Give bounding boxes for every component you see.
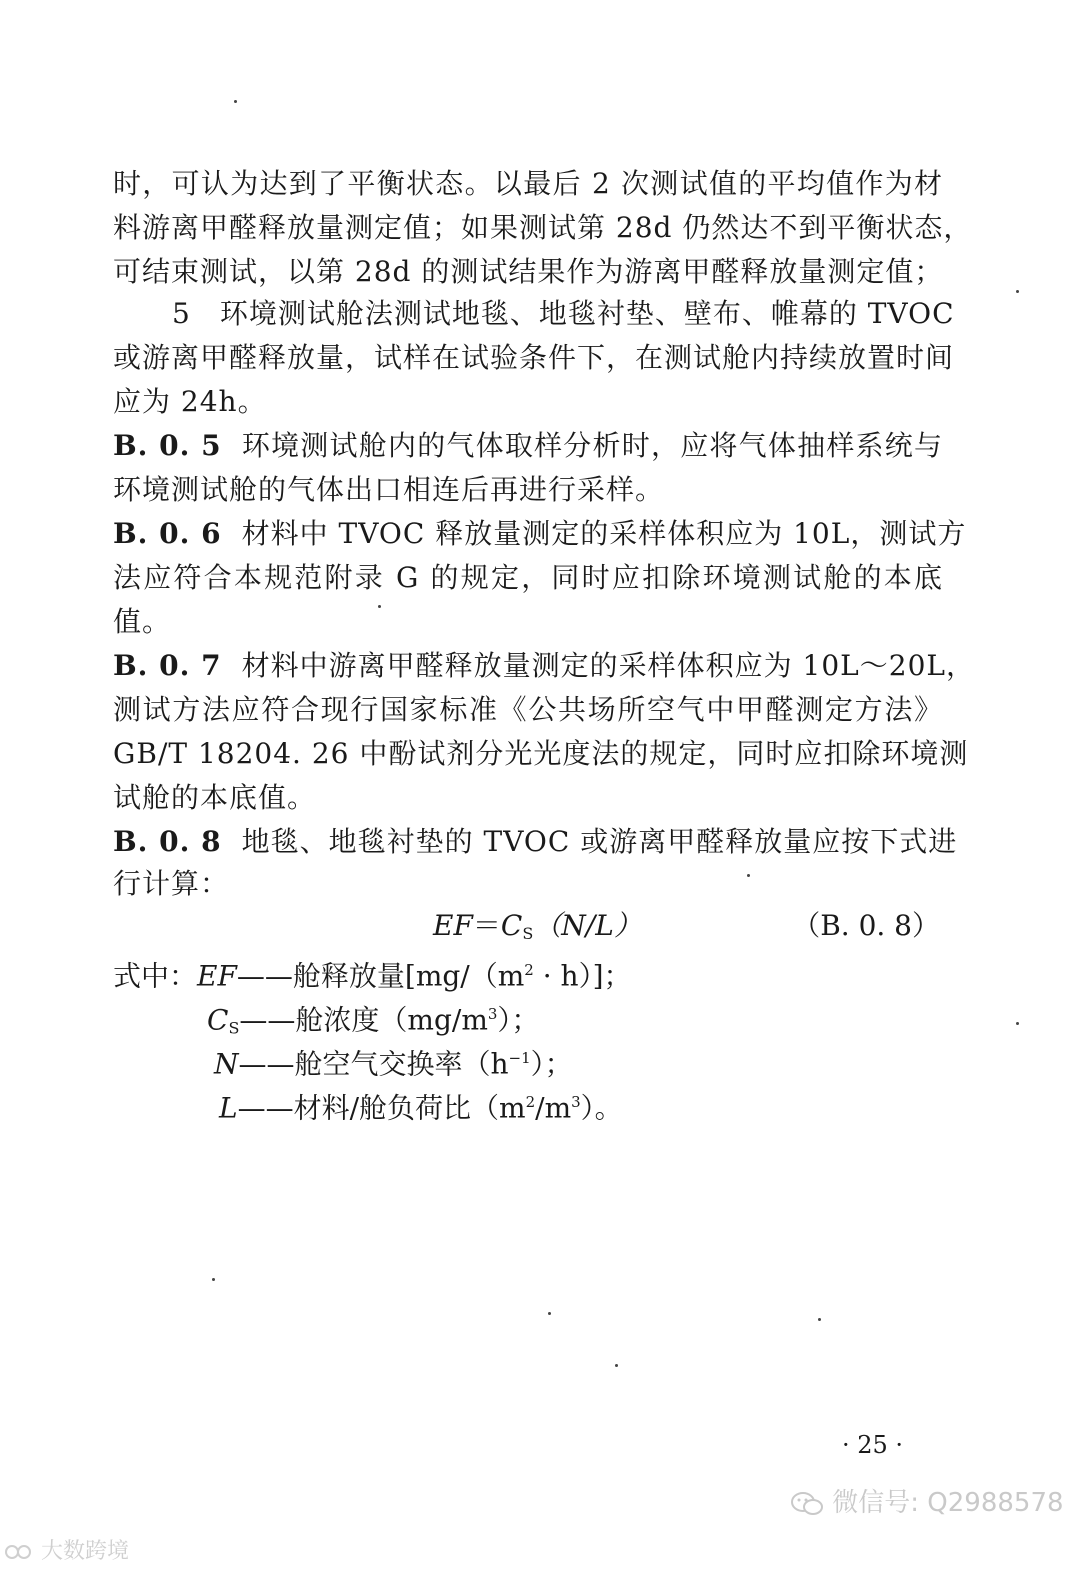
var-desc: 材料/舱负荷比（m xyxy=(293,1091,526,1125)
var-exponent: 2 xyxy=(525,1093,536,1111)
var-exponent-2: 3 xyxy=(571,1093,581,1111)
brand-logo-icon xyxy=(4,1540,34,1564)
body-line-2: 料游离甲醛释放量测定值；如果测试第 28d 仍然达不到平衡状态， xyxy=(113,211,973,244)
clause-number: B. 0. 6 xyxy=(113,517,222,550)
clause-b07-line-4: 试舱的本底值。 xyxy=(113,781,317,814)
scan-speck xyxy=(1016,1022,1019,1025)
var-l xyxy=(219,1080,623,1130)
watermark-right-text: 微信号: Q2988578 xyxy=(832,1488,1064,1518)
var-exponent: 3 xyxy=(487,1005,498,1023)
clause-b06-line-2: 法应符合本规范附录 G 的规定，同时应扣除环境测试舱的本底 xyxy=(113,561,943,594)
clause-number: B. 0. 5 xyxy=(113,429,222,462)
var-dash: —— xyxy=(236,959,293,993)
clause-b08-line-2: 行计算： xyxy=(113,867,230,900)
var-mid: /m xyxy=(535,1091,572,1125)
clause-text: 环境测试舱内的气体取样分析时，应将气体抽样系统与 xyxy=(241,429,943,462)
scan-speck xyxy=(378,605,381,608)
clause-text: 材料中游离甲醛释放量测定的采样体积应为 10L～20L， xyxy=(241,649,975,682)
var-symbol: C xyxy=(207,1003,229,1037)
var-symbol: EF xyxy=(197,959,237,993)
clause-b06-line-3: 值。 xyxy=(113,605,172,638)
formula-number: （B. 0. 8） xyxy=(792,909,940,942)
clause-text: 材料中 TVOC 释放量测定的采样体积应为 10L，测试方 xyxy=(241,517,967,550)
body-line-3: 可结束测试，以第 28d 的测试结果作为游离甲醛释放量测定值； xyxy=(113,255,944,288)
scan-speck xyxy=(212,1278,215,1281)
var-intro: 式中： xyxy=(113,959,198,993)
scan-speck xyxy=(615,1364,618,1367)
clause-b06 xyxy=(113,512,967,556)
var-dash: —— xyxy=(237,1091,294,1125)
var-symbol: N xyxy=(214,1047,239,1081)
scan-speck xyxy=(234,100,237,103)
var-exponent: 2 xyxy=(524,961,534,979)
var-symbol: L xyxy=(219,1091,238,1125)
page-number: · 25 · xyxy=(842,1431,904,1459)
wechat-icon xyxy=(790,1490,824,1518)
var-subscript: S xyxy=(228,1018,240,1038)
var-dash: —— xyxy=(239,1003,296,1037)
watermark-left-text: 大数跨境 xyxy=(41,1539,130,1564)
var-desc: 舱浓度（mg/m xyxy=(295,1003,488,1037)
clause-text: 地毯、地毯衬垫的 TVOC 或游离甲醛释放量应按下式进 xyxy=(241,825,958,858)
formula-c-subscript: S xyxy=(522,924,534,943)
item-5-line-1: 5 环境测试舱法测试地毯、地毯衬垫、壁布、帷幕的 TVOC xyxy=(172,297,955,330)
item-5-line-3: 应为 24h。 xyxy=(113,385,267,418)
var-tail: · h）]； xyxy=(533,959,632,993)
var-desc: 舱空气交换率（h xyxy=(294,1047,509,1081)
watermark-brand xyxy=(4,1534,129,1565)
clause-b05 xyxy=(113,424,943,468)
scan-speck xyxy=(548,1312,551,1315)
var-tail: ）； xyxy=(497,1003,540,1037)
var-ef xyxy=(113,948,632,998)
clause-b08 xyxy=(113,820,958,864)
body-line-1: 时，可认为达到了平衡状态。以最后 2 次测试值的平均值作为材 xyxy=(113,167,943,200)
var-exponent: −1 xyxy=(508,1049,531,1067)
var-tail: ）； xyxy=(530,1047,573,1081)
watermark-wechat xyxy=(790,1482,1064,1519)
var-n xyxy=(214,1036,573,1086)
clause-number: B. 0. 7 xyxy=(113,649,222,682)
var-desc: 舱释放量[mg/（m xyxy=(292,959,525,993)
scan-speck xyxy=(747,874,750,877)
item-5-line-2: 或游离甲醛释放量，试样在试验条件下，在测试舱内持续放置时间 xyxy=(113,341,955,374)
clause-number: B. 0. 8 xyxy=(113,825,222,858)
scan-speck xyxy=(818,1318,821,1321)
formula-lhs: EF xyxy=(433,909,473,942)
formula-c: C xyxy=(500,909,523,942)
var-tail: ）。 xyxy=(580,1091,623,1125)
clause-b07 xyxy=(113,644,975,688)
var-dash: —— xyxy=(238,1047,295,1081)
formula-equals: ＝ xyxy=(472,909,501,942)
clause-b07-line-3: GB/T 18204. 26 中酚试剂分光光度法的规定，同时应扣除环境测 xyxy=(113,737,969,770)
scan-speck xyxy=(1016,290,1019,293)
clause-b07-line-2: 测试方法应符合现行国家标准《公共场所空气中甲醛测定方法》 xyxy=(113,693,943,726)
clause-b05-line-2: 环境测试舱的气体出口相连后再进行采样。 xyxy=(113,473,665,506)
formula-rest: （N/L） xyxy=(533,909,642,942)
